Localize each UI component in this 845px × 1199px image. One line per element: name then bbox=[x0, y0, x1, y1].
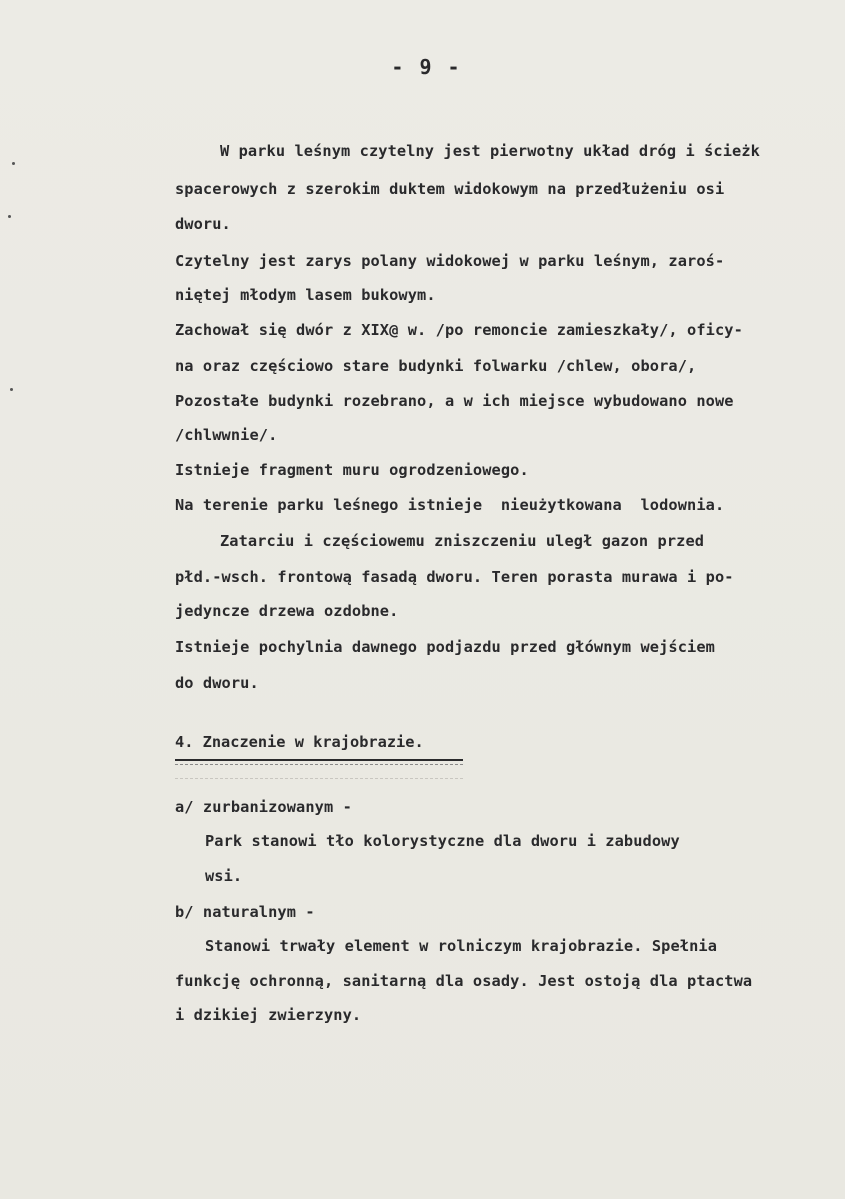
paragraph-line: Zatarciu i częściowemu zniszczeniu uległ gazon przed bbox=[220, 532, 705, 550]
paragraph-line: dworu. bbox=[175, 215, 231, 233]
paragraph-line: Park stanowi tło kolorystyczne dla dworu i zabudowy bbox=[205, 832, 680, 850]
heading-underline bbox=[175, 759, 463, 761]
margin-mark bbox=[8, 215, 11, 218]
paragraph-line: spacerowych z szerokim duktem widokowym na przedłużeniu osi bbox=[175, 180, 725, 198]
paragraph-line: jedyncze drzewa ozdobne. bbox=[175, 602, 399, 620]
paragraph-line: W parku leśnym czytelny jest pierwotny układ dróg i ścieżk bbox=[220, 142, 760, 160]
subsection-label-a: a/ zurbanizowanym - bbox=[175, 798, 352, 816]
section-heading: 4. Znaczenie w krajobrazie. bbox=[175, 733, 424, 751]
paragraph-line: niętej młodym lasem bukowym. bbox=[175, 286, 436, 304]
paragraph-line: Na terenie parku leśnego istnieje nieużytkowana lodownia. bbox=[175, 496, 725, 514]
paragraph-line: i dzikiej zwierzyny. bbox=[175, 1006, 362, 1024]
page-number: - 9 - bbox=[391, 55, 462, 79]
paragraph-line: do dworu. bbox=[175, 674, 259, 692]
paragraph-line: na oraz częściowo stare budynki folwarku /chlew, obora/, bbox=[175, 357, 697, 375]
paragraph-line: Istnieje pochylnia dawnego podjazdu przed głównym wejściem bbox=[175, 638, 715, 656]
subsection-label-b: b/ naturalnym - bbox=[175, 903, 315, 921]
heading-underline-dashed bbox=[175, 764, 463, 765]
paragraph-line: Pozostałe budynki rozebrano, a w ich miejsce wybudowano nowe bbox=[175, 392, 734, 410]
paragraph-line: Istnieje fragment muru ogrodzeniowego. bbox=[175, 461, 529, 479]
margin-mark bbox=[12, 162, 15, 165]
margin-mark bbox=[10, 388, 13, 391]
paragraph-line: Zachował się dwór z XIX@ w. /po remoncie zamieszkały/, oficy- bbox=[175, 321, 743, 339]
faint-rule bbox=[175, 778, 463, 779]
paragraph-line: Czytelny jest zarys polany widokowej w parku leśnym, zaroś- bbox=[175, 252, 725, 270]
paragraph-line: /chlwwnie/. bbox=[175, 426, 278, 444]
paragraph-line: Stanowi trwały element w rolniczym krajobrazie. Spełnia bbox=[205, 937, 718, 955]
paragraph-line: funkcję ochronną, sanitarną dla osady. Jest ostoją dla ptactwa bbox=[175, 972, 753, 990]
paragraph-line: wsi. bbox=[205, 867, 243, 885]
paragraph-line: płd.-wsch. frontową fasadą dworu. Teren porasta murawa i po- bbox=[175, 568, 734, 586]
